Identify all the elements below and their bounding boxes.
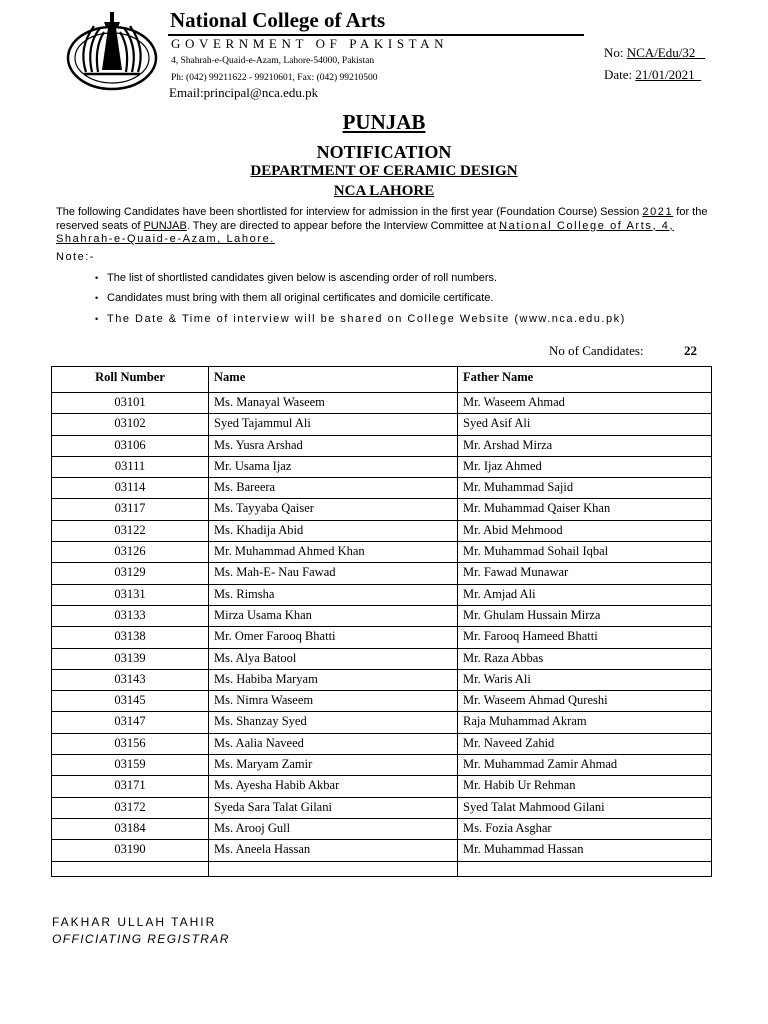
father-name-cell: Syed Talat Mahmood Gilani: [458, 797, 712, 818]
intro-session: 2021: [642, 206, 674, 218]
candidate-name-cell: Ms. Rimsha: [209, 584, 458, 605]
candidate-count-label: No of Candidates:: [549, 343, 644, 358]
campus-heading: NCA LAHORE: [333, 183, 435, 199]
father-name-cell: Mr. Ghulam Hussain Mirza: [458, 605, 712, 626]
father-name-cell: Mr. Abid Mehmood: [458, 520, 712, 541]
candidates-table: [51, 366, 712, 877]
candidate-name-cell: Ms. Yusra Arshad: [209, 435, 458, 456]
candidate-name-cell: Mirza Usama Khan: [209, 605, 458, 626]
candidate-name-cell: Syed Tajammul Ali: [209, 414, 458, 435]
government-line: GOVERNMENT OF PAKISTAN: [171, 36, 449, 51]
candidate-name-cell: Mr. Usama Ijaz: [209, 456, 458, 477]
notification-heading: NOTIFICATION: [316, 142, 452, 162]
father-name-cell: Mr. Muhammad Hassan: [458, 840, 712, 861]
empty-cell: [209, 861, 458, 876]
father-name-cell: Mr. Muhammad Qaiser Khan: [458, 499, 712, 520]
intro-text-2: for the reserved seats of: [56, 206, 708, 232]
table-row: [52, 520, 712, 541]
college-phone: Ph: (042) 99211622 - 99210601, Fax: (042) 99210500: [171, 73, 378, 83]
table-row: [52, 818, 712, 839]
column-header-father-name: Father Name: [458, 367, 712, 393]
table-row: [52, 478, 712, 499]
note-bullet: • Candidates must bring with them all original certificates and domicile certificate.: [95, 292, 494, 304]
table-row: [52, 605, 712, 626]
roll-number-cell: 03171: [52, 776, 209, 797]
roll-number-cell: 03139: [52, 648, 209, 669]
candidate-name-cell: Ms. Habiba Maryam: [209, 669, 458, 690]
roll-number-cell: 03172: [52, 797, 209, 818]
college-email: Email:principal@nca.edu.pk: [169, 85, 319, 100]
table-row: [52, 648, 712, 669]
table-row: [52, 563, 712, 584]
candidate-name-cell: Ms. Arooj Gull: [209, 818, 458, 839]
roll-number-cell: 03114: [52, 478, 209, 499]
table-row: [52, 542, 712, 563]
roll-number-cell: 03131: [52, 584, 209, 605]
father-name-cell: Mr. Waseem Ahmad: [458, 393, 712, 414]
candidate-name-cell: Mr. Omer Farooq Bhatti: [209, 627, 458, 648]
roll-number-cell: 03184: [52, 818, 209, 839]
signatory-name: FAKHAR ULLAH TAHIR: [52, 915, 217, 929]
candidate-name-cell: Ms. Tayyaba Qaiser: [209, 499, 458, 520]
reference-number: [604, 45, 705, 61]
table-row: [52, 712, 712, 733]
father-name-cell: Mr. Muhammad Zamir Ahmad: [458, 755, 712, 776]
father-name-cell: Mr. Farooq Hameed Bhatti: [458, 627, 712, 648]
empty-cell: [458, 861, 712, 876]
table-row: [52, 499, 712, 520]
candidate-name-cell: Ms. Bareera: [209, 478, 458, 499]
roll-number-cell: 03143: [52, 669, 209, 690]
father-name-cell: Mr. Waseem Ahmad Qureshi: [458, 691, 712, 712]
intro-seats: PUNJAB: [143, 219, 187, 232]
father-name-cell: Ms. Fozia Asghar: [458, 818, 712, 839]
note-label: Note:-: [56, 251, 95, 263]
father-name-cell: Mr. Habib Ur Rehman: [458, 776, 712, 797]
roll-number-cell: 03145: [52, 691, 209, 712]
roll-number-cell: 03129: [52, 563, 209, 584]
roll-number-cell: 03101: [52, 393, 209, 414]
father-name-cell: Mr. Arshad Mirza: [458, 435, 712, 456]
reference-number-value: NCA/Edu/32: [626, 45, 696, 60]
table-row: [52, 797, 712, 818]
father-name-cell: Mr. Amjad Ali: [458, 584, 712, 605]
column-header-name: Name: [209, 367, 458, 393]
table-row: [52, 393, 712, 414]
roll-number-cell: 03106: [52, 435, 209, 456]
intro-paragraph: [56, 206, 716, 247]
table-row: [52, 627, 712, 648]
table-row: [52, 414, 712, 435]
roll-number-cell: 03147: [52, 712, 209, 733]
reference-date-label: Date:: [604, 67, 636, 82]
roll-number-cell: 03126: [52, 542, 209, 563]
father-name-cell: Mr. Ijaz Ahmed: [458, 456, 712, 477]
intro-venue: National College of Arts, 4, Shahrah-e-Quaid-e-Azam, Lahore.: [56, 219, 675, 245]
father-name-cell: Mr. Raza Abbas: [458, 648, 712, 669]
table-row: [52, 840, 712, 861]
intro-text-3: . They are directed to appear before the Interview Committee at: [186, 219, 500, 232]
reference-date: [604, 67, 701, 83]
roll-number-cell: 03190: [52, 840, 209, 861]
province-heading: PUNJAB: [342, 110, 426, 134]
roll-number-cell: 03156: [52, 733, 209, 754]
father-name-cell: Mr. Naveed Zahid: [458, 733, 712, 754]
roll-number-cell: 03102: [52, 414, 209, 435]
table-row: [52, 456, 712, 477]
roll-number-cell: 03111: [52, 456, 209, 477]
candidate-name-cell: Ms. Manayal Waseem: [209, 393, 458, 414]
table-row: [52, 435, 712, 456]
father-name-cell: Mr. Waris Ali: [458, 669, 712, 690]
father-name-cell: Syed Asif Ali: [458, 414, 712, 435]
college-address: 4, Shahrah-e-Quaid-e-Azam, Lahore-54000, Pakistan: [171, 56, 375, 66]
table-row: [52, 669, 712, 690]
candidate-name-cell: Ms. Khadija Abid: [209, 520, 458, 541]
nca-crest-logo: [64, 8, 160, 92]
college-name: National College of Arts: [170, 8, 386, 32]
reference-date-value: 21/01/2021: [635, 67, 695, 82]
empty-cell: [52, 861, 209, 876]
candidate-name-cell: Ms. Ayesha Habib Akbar: [209, 776, 458, 797]
roll-number-cell: 03138: [52, 627, 209, 648]
candidate-name-cell: Ms. Aneela Hassan: [209, 840, 458, 861]
table-row: [52, 584, 712, 605]
signatory-title: OFFICIATING REGISTRAR: [52, 932, 230, 946]
table-row: [52, 776, 712, 797]
table-row-empty: [52, 861, 712, 876]
table-row: [52, 691, 712, 712]
father-name-cell: Mr. Fawad Munawar: [458, 563, 712, 584]
table-header-row: [52, 367, 712, 393]
reference-number-label: No:: [604, 45, 627, 60]
candidate-name-cell: Ms. Nimra Waseem: [209, 691, 458, 712]
candidate-name-cell: Mr. Muhammad Ahmed Khan: [209, 542, 458, 563]
candidate-name-cell: Ms. Alya Batool: [209, 648, 458, 669]
department-heading: DEPARTMENT OF CERAMIC DESIGN: [250, 163, 518, 179]
roll-number-cell: 03122: [52, 520, 209, 541]
roll-number-cell: 03117: [52, 499, 209, 520]
intro-text-1: The following Candidates have been shortlisted for interview for admission in the first year (Foundation Course) Session: [56, 206, 643, 218]
candidate-name-cell: Syeda Sara Talat Gilani: [209, 797, 458, 818]
table-body: [52, 393, 712, 877]
candidate-name-cell: Ms. Aalia Naveed: [209, 733, 458, 754]
father-name-cell: Mr. Muhammad Sohail Iqbal: [458, 542, 712, 563]
note-bullet: • The list of shortlisted candidates given below is ascending order of roll numbers.: [95, 272, 498, 284]
table-row: [52, 755, 712, 776]
candidate-count-value: 22: [684, 343, 697, 358]
roll-number-cell: 03133: [52, 605, 209, 626]
note-bullet: • The Date & Time of interview will be shared on College Website (www.nca.edu.pk): [95, 313, 626, 325]
candidate-name-cell: Ms. Mah-E- Nau Fawad: [209, 563, 458, 584]
table-row: [52, 733, 712, 754]
candidate-name-cell: Ms. Shanzay Syed: [209, 712, 458, 733]
father-name-cell: Mr. Muhammad Sajid: [458, 478, 712, 499]
candidate-name-cell: Ms. Maryam Zamir: [209, 755, 458, 776]
father-name-cell: Raja Muhammad Akram: [458, 712, 712, 733]
roll-number-cell: 03159: [52, 755, 209, 776]
column-header-roll-number: Roll Number: [52, 367, 209, 393]
